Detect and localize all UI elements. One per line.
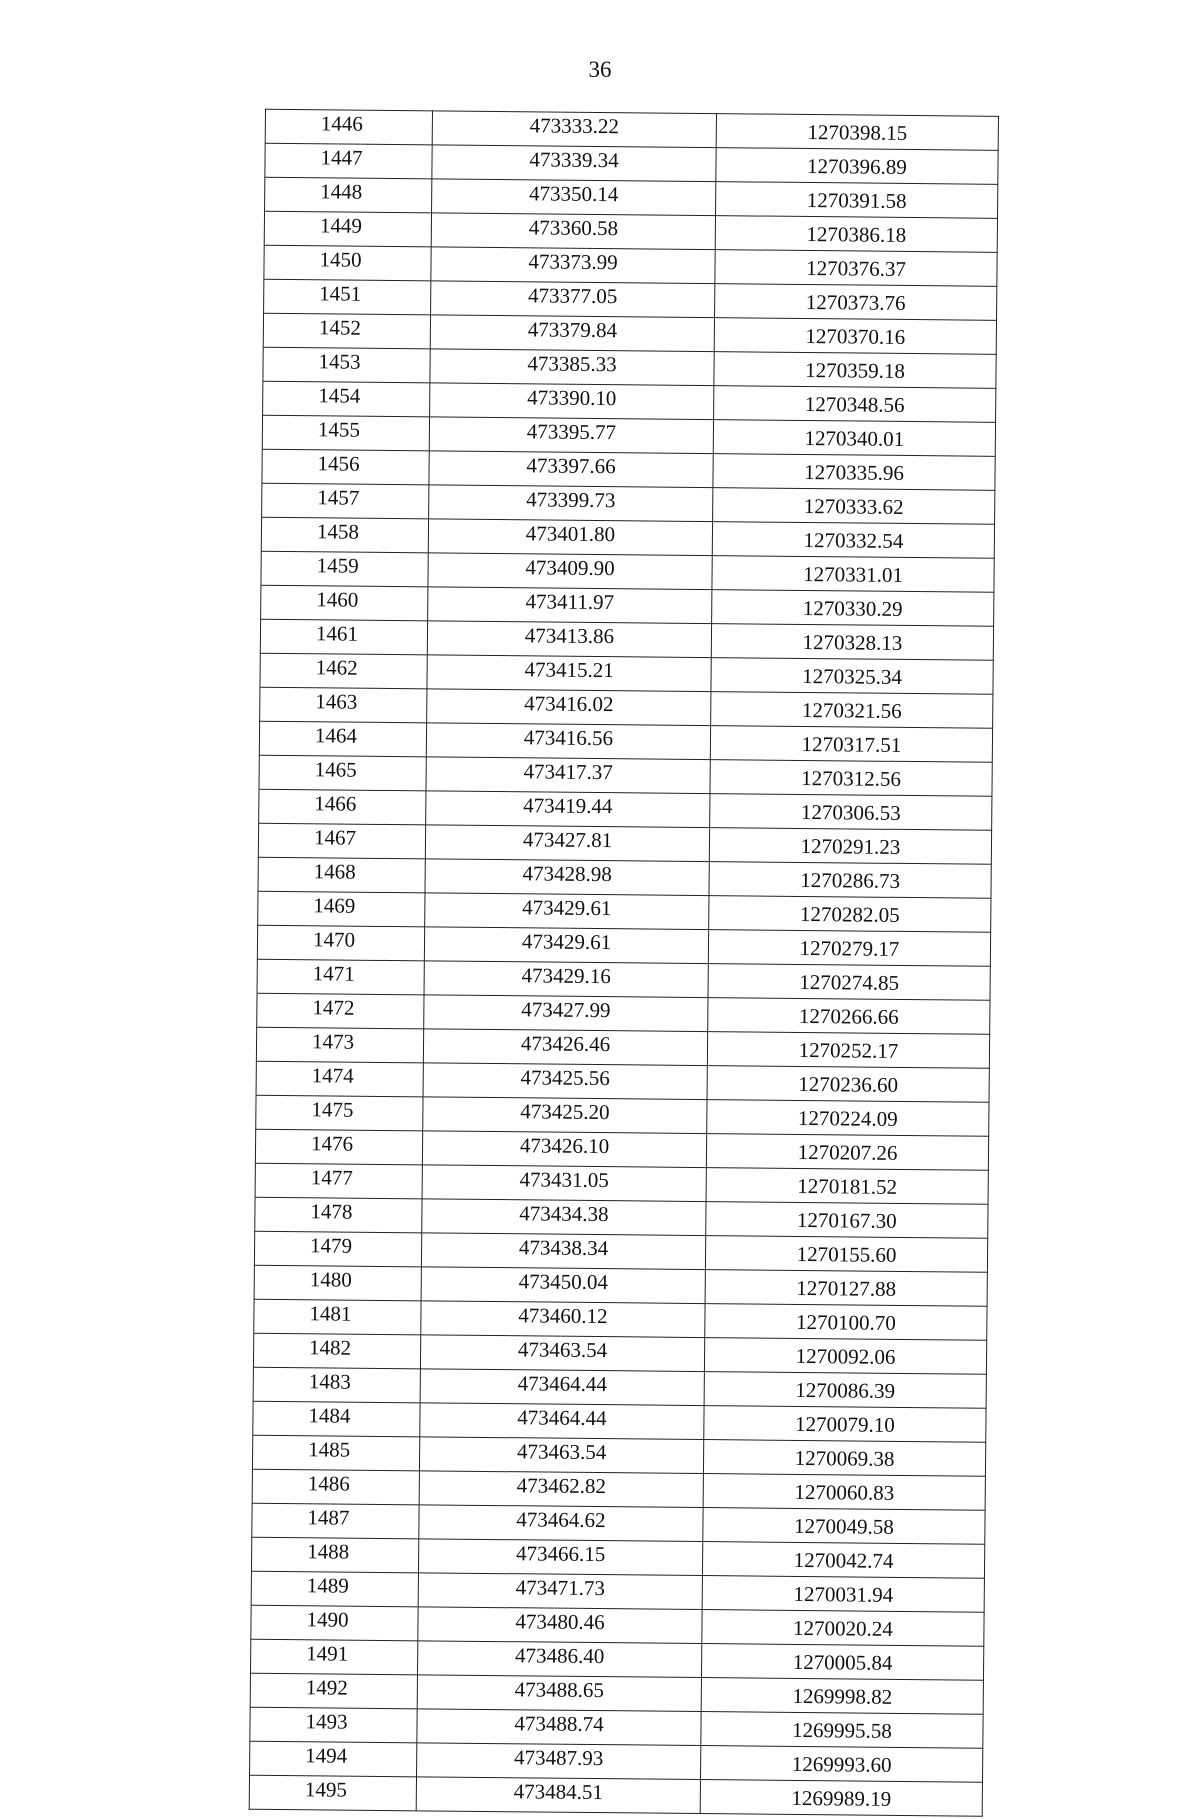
x-coordinate-cell: 473484.51 — [416, 1777, 700, 1814]
point-number-cell: 1465 — [259, 755, 426, 791]
point-number-cell: 1447 — [265, 143, 432, 179]
x-coordinate-cell: 473466.15 — [418, 1539, 702, 1576]
x-coordinate-cell: 473487.93 — [417, 1743, 701, 1780]
x-coordinate-cell: 473429.16 — [424, 961, 708, 998]
y-coordinate-cell: 1270330.29 — [712, 590, 994, 627]
point-number-cell: 1457 — [262, 483, 429, 519]
y-coordinate-cell: 1270079.10 — [704, 1406, 986, 1443]
point-number-cell: 1481 — [254, 1299, 421, 1335]
x-coordinate-cell: 473463.54 — [420, 1335, 704, 1372]
y-coordinate-cell: 1270348.56 — [714, 386, 996, 423]
x-coordinate-cell: 473390.10 — [430, 383, 714, 420]
page-number: 36 — [588, 57, 612, 82]
point-number-cell: 1446 — [265, 109, 432, 145]
x-coordinate-cell: 473419.44 — [426, 791, 710, 828]
point-number-cell: 1462 — [260, 653, 427, 689]
y-coordinate-cell: 1270282.05 — [709, 896, 991, 933]
y-coordinate-cell: 1269989.19 — [700, 1780, 982, 1817]
y-coordinate-cell: 1270398.15 — [716, 114, 998, 151]
point-number-cell: 1467 — [258, 823, 425, 859]
x-coordinate-cell: 473411.97 — [428, 587, 712, 624]
y-coordinate-cell: 1270359.18 — [714, 352, 996, 389]
x-coordinate-cell: 473413.86 — [427, 621, 711, 658]
y-coordinate-cell: 1270086.39 — [704, 1372, 986, 1409]
x-coordinate-cell: 473379.84 — [430, 315, 714, 352]
point-number-cell: 1494 — [250, 1741, 417, 1777]
point-number-cell: 1484 — [253, 1401, 420, 1437]
y-coordinate-cell: 1270391.58 — [716, 182, 998, 219]
coordinates-table — [249, 109, 999, 1817]
x-coordinate-cell: 473427.99 — [424, 995, 708, 1032]
x-coordinate-cell: 473431.05 — [422, 1165, 706, 1202]
y-coordinate-cell: 1270167.30 — [706, 1202, 988, 1239]
x-coordinate-cell: 473426.46 — [423, 1029, 707, 1066]
y-coordinate-cell: 1270224.09 — [707, 1100, 989, 1137]
point-number-cell: 1492 — [250, 1673, 417, 1709]
table-container — [0, 106, 1200, 1811]
point-number-cell: 1479 — [254, 1231, 421, 1267]
x-coordinate-cell: 473333.22 — [432, 111, 716, 148]
y-coordinate-cell: 1270332.54 — [712, 522, 994, 559]
x-coordinate-cell: 473360.58 — [431, 213, 715, 250]
point-number-cell: 1469 — [258, 891, 425, 927]
point-number-cell: 1460 — [261, 585, 428, 621]
x-coordinate-cell: 473425.56 — [423, 1063, 707, 1100]
y-coordinate-cell: 1270325.34 — [711, 658, 993, 695]
y-coordinate-cell: 1270181.52 — [706, 1168, 988, 1205]
y-coordinate-cell: 1270335.96 — [713, 454, 995, 491]
x-coordinate-cell: 473488.65 — [417, 1675, 701, 1712]
y-coordinate-cell: 1270127.88 — [705, 1270, 987, 1307]
x-coordinate-cell: 473438.34 — [421, 1233, 705, 1270]
y-coordinate-cell: 1270328.13 — [711, 624, 993, 661]
y-coordinate-cell: 1270069.38 — [703, 1440, 985, 1477]
point-number-cell: 1480 — [254, 1265, 421, 1301]
x-coordinate-cell: 473373.99 — [431, 247, 715, 284]
point-number-cell: 1485 — [252, 1435, 419, 1471]
y-coordinate-cell: 1270020.24 — [702, 1610, 984, 1647]
x-coordinate-cell: 473395.77 — [429, 417, 713, 454]
x-coordinate-cell: 473480.46 — [418, 1607, 702, 1644]
x-coordinate-cell: 473471.73 — [418, 1573, 702, 1610]
y-coordinate-cell: 1270100.70 — [705, 1304, 987, 1341]
y-coordinate-cell: 1270005.84 — [701, 1644, 983, 1681]
x-coordinate-cell: 473425.20 — [423, 1097, 707, 1134]
point-number-cell: 1471 — [257, 959, 424, 995]
x-coordinate-cell: 473488.74 — [417, 1709, 701, 1746]
point-number-cell: 1466 — [259, 789, 426, 825]
x-coordinate-cell: 473416.56 — [426, 723, 710, 760]
point-number-cell: 1452 — [263, 313, 430, 349]
x-coordinate-cell: 473429.61 — [424, 927, 708, 964]
x-coordinate-cell: 473464.44 — [420, 1369, 704, 1406]
point-number-cell: 1455 — [262, 415, 429, 451]
x-coordinate-cell: 473463.54 — [419, 1437, 703, 1474]
y-coordinate-cell: 1270252.17 — [707, 1032, 989, 1069]
point-number-cell: 1491 — [250, 1639, 417, 1675]
y-coordinate-cell: 1270031.94 — [702, 1576, 984, 1613]
point-number-cell: 1472 — [257, 993, 424, 1029]
x-coordinate-cell: 473416.02 — [427, 689, 711, 726]
x-coordinate-cell: 473350.14 — [432, 179, 716, 216]
y-coordinate-cell: 1270317.51 — [710, 726, 992, 763]
point-number-cell: 1486 — [252, 1469, 419, 1505]
table-row — [249, 1775, 982, 1816]
x-coordinate-cell: 473460.12 — [421, 1301, 705, 1338]
point-number-cell: 1451 — [264, 279, 431, 315]
y-coordinate-cell: 1270274.85 — [708, 964, 990, 1001]
x-coordinate-cell: 473397.66 — [429, 451, 713, 488]
x-coordinate-cell: 473385.33 — [430, 349, 714, 386]
point-number-cell: 1487 — [252, 1503, 419, 1539]
y-coordinate-cell: 1270291.23 — [709, 828, 991, 865]
point-number-cell: 1459 — [261, 551, 428, 587]
y-coordinate-cell: 1270155.60 — [705, 1236, 987, 1273]
x-coordinate-cell: 473464.62 — [419, 1505, 703, 1542]
y-coordinate-cell: 1270092.06 — [704, 1338, 986, 1375]
point-number-cell: 1468 — [258, 857, 425, 893]
y-coordinate-cell: 1270042.74 — [702, 1542, 984, 1579]
point-number-cell: 1470 — [257, 925, 424, 961]
point-number-cell: 1490 — [251, 1605, 418, 1641]
point-number-cell: 1463 — [260, 687, 427, 723]
point-number-cell: 1475 — [256, 1095, 423, 1131]
x-coordinate-cell: 473429.61 — [425, 893, 709, 930]
x-coordinate-cell: 473417.37 — [426, 757, 710, 794]
point-number-cell: 1461 — [260, 619, 427, 655]
point-number-cell: 1495 — [249, 1775, 416, 1811]
y-coordinate-cell: 1270331.01 — [712, 556, 994, 593]
point-number-cell: 1489 — [251, 1571, 418, 1607]
y-coordinate-cell: 1270376.37 — [715, 250, 997, 287]
x-coordinate-cell: 473409.90 — [428, 553, 712, 590]
x-coordinate-cell: 473464.44 — [420, 1403, 704, 1440]
y-coordinate-cell: 1270321.56 — [711, 692, 993, 729]
y-coordinate-cell: 1270279.17 — [708, 930, 990, 967]
coordinates-table-body — [249, 109, 998, 1816]
y-coordinate-cell: 1269998.82 — [701, 1678, 983, 1715]
x-coordinate-cell: 473415.21 — [427, 655, 711, 692]
y-coordinate-cell: 1270340.01 — [713, 420, 995, 457]
y-coordinate-cell: 1270333.62 — [713, 488, 995, 525]
point-number-cell: 1482 — [253, 1333, 420, 1369]
x-coordinate-cell: 473462.82 — [419, 1471, 703, 1508]
x-coordinate-cell: 473428.98 — [425, 859, 709, 896]
point-number-cell: 1450 — [264, 245, 431, 281]
x-coordinate-cell: 473486.40 — [417, 1641, 701, 1678]
point-number-cell: 1453 — [263, 347, 430, 383]
x-coordinate-cell: 473339.34 — [432, 145, 716, 182]
point-number-cell: 1454 — [263, 381, 430, 417]
y-coordinate-cell: 1270370.16 — [714, 318, 996, 355]
point-number-cell: 1456 — [262, 449, 429, 485]
y-coordinate-cell: 1270373.76 — [715, 284, 997, 321]
x-coordinate-cell: 473377.05 — [431, 281, 715, 318]
x-coordinate-cell: 473450.04 — [421, 1267, 705, 1304]
y-coordinate-cell: 1270312.56 — [710, 760, 992, 797]
y-coordinate-cell: 1270236.60 — [707, 1066, 989, 1103]
y-coordinate-cell: 1270286.73 — [709, 862, 991, 899]
point-number-cell: 1488 — [251, 1537, 418, 1573]
y-coordinate-cell: 1270386.18 — [715, 216, 997, 253]
y-coordinate-cell: 1270207.26 — [706, 1134, 988, 1171]
y-coordinate-cell: 1270306.53 — [710, 794, 992, 831]
point-number-cell: 1478 — [255, 1197, 422, 1233]
y-coordinate-cell: 1269995.58 — [701, 1712, 983, 1749]
point-number-cell: 1474 — [256, 1061, 423, 1097]
y-coordinate-cell: 1270266.66 — [708, 998, 990, 1035]
point-number-cell: 1458 — [261, 517, 428, 553]
point-number-cell: 1448 — [265, 177, 432, 213]
point-number-cell: 1483 — [253, 1367, 420, 1403]
point-number-cell: 1464 — [259, 721, 426, 757]
y-coordinate-cell: 1270060.83 — [703, 1474, 985, 1511]
point-number-cell: 1476 — [255, 1129, 422, 1165]
y-coordinate-cell: 1270049.58 — [703, 1508, 985, 1545]
x-coordinate-cell: 473399.73 — [429, 485, 713, 522]
point-number-cell: 1477 — [255, 1163, 422, 1199]
x-coordinate-cell: 473401.80 — [428, 519, 712, 556]
y-coordinate-cell: 1269993.60 — [700, 1746, 982, 1783]
point-number-cell: 1449 — [264, 211, 431, 247]
point-number-cell: 1493 — [250, 1707, 417, 1743]
x-coordinate-cell: 473434.38 — [422, 1199, 706, 1236]
point-number-cell: 1473 — [256, 1027, 423, 1063]
y-coordinate-cell: 1270396.89 — [716, 148, 998, 185]
x-coordinate-cell: 473427.81 — [425, 825, 709, 862]
x-coordinate-cell: 473426.10 — [422, 1131, 706, 1168]
